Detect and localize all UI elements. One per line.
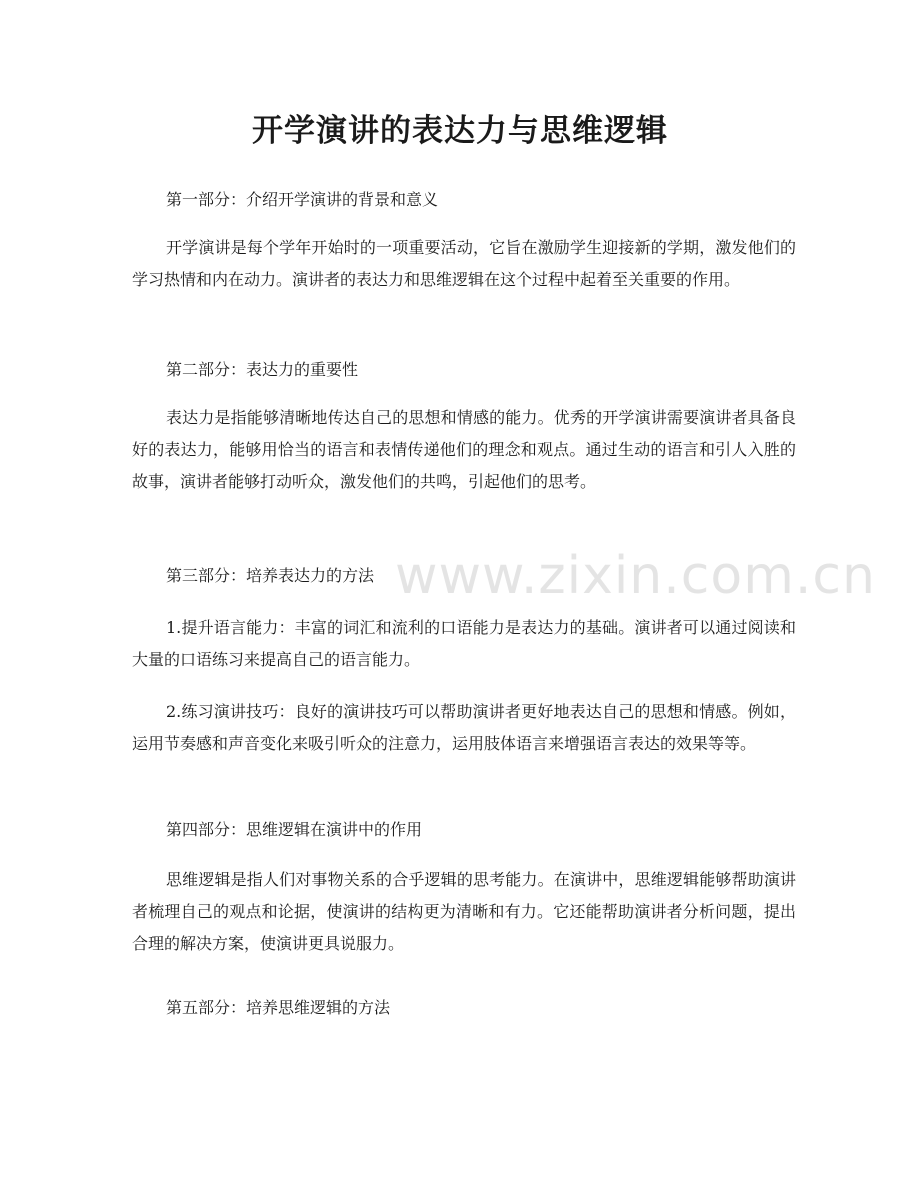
list-item-2: 2.练习演讲技巧：良好的演讲技巧可以帮助演讲者更好地表达自己的思想和情感。例如，运用节奏感和声音变化来吸引听众的注意力，运用肢体语言来增强语言表达的效果等等。 [132, 702, 796, 753]
section-heading-2: 第二部分：表达力的重要性 [166, 360, 359, 379]
paragraph-2: 表达力是指能够清晰地传达自己的思想和情感的能力。优秀的开学演讲需要演讲者具备良好的表达力，能够用恰当的语言和表情传递他们的理念和观点。通过生动的语言和引人入胜的故事，演讲者能够打动听众，激发他们的共鸣，引起他们的思考。 [132, 408, 796, 491]
section-heading-5: 第五部分：培养思维逻辑的方法 [166, 998, 391, 1017]
document-title: 开学演讲的表达力与思维逻辑 [252, 113, 668, 149]
section-heading-4: 第四部分：思维逻辑在演讲中的作用 [166, 820, 423, 839]
paragraph-3: 思维逻辑是指人们对事物关系的合乎逻辑的思考能力。在演讲中，思维逻辑能够帮助演讲者梳理自己的观点和论据，使演讲的结构更为清晰和有力。它还能帮助演讲者分析问题，提出合理的解决方案，使演讲更具说服力。 [132, 870, 796, 953]
section-heading-3: 第三部分：培养表达力的方法 [166, 566, 375, 585]
section-heading-1: 第一部分：介绍开学演讲的背景和意义 [166, 190, 439, 209]
paragraph-1: 开学演讲是每个学年开始时的一项重要活动，它旨在激励学生迎接新的学期，激发他们的学习热情和内在动力。演讲者的表达力和思维逻辑在这个过程中起着至关重要的作用。 [132, 238, 796, 289]
list-item-1: 1.提升语言能力：丰富的词汇和流利的口语能力是表达力的基础。演讲者可以通过阅读和大量的口语练习来提高自己的语言能力。 [132, 618, 796, 669]
watermark-text: www.zixin.com.cn [395, 546, 876, 606]
